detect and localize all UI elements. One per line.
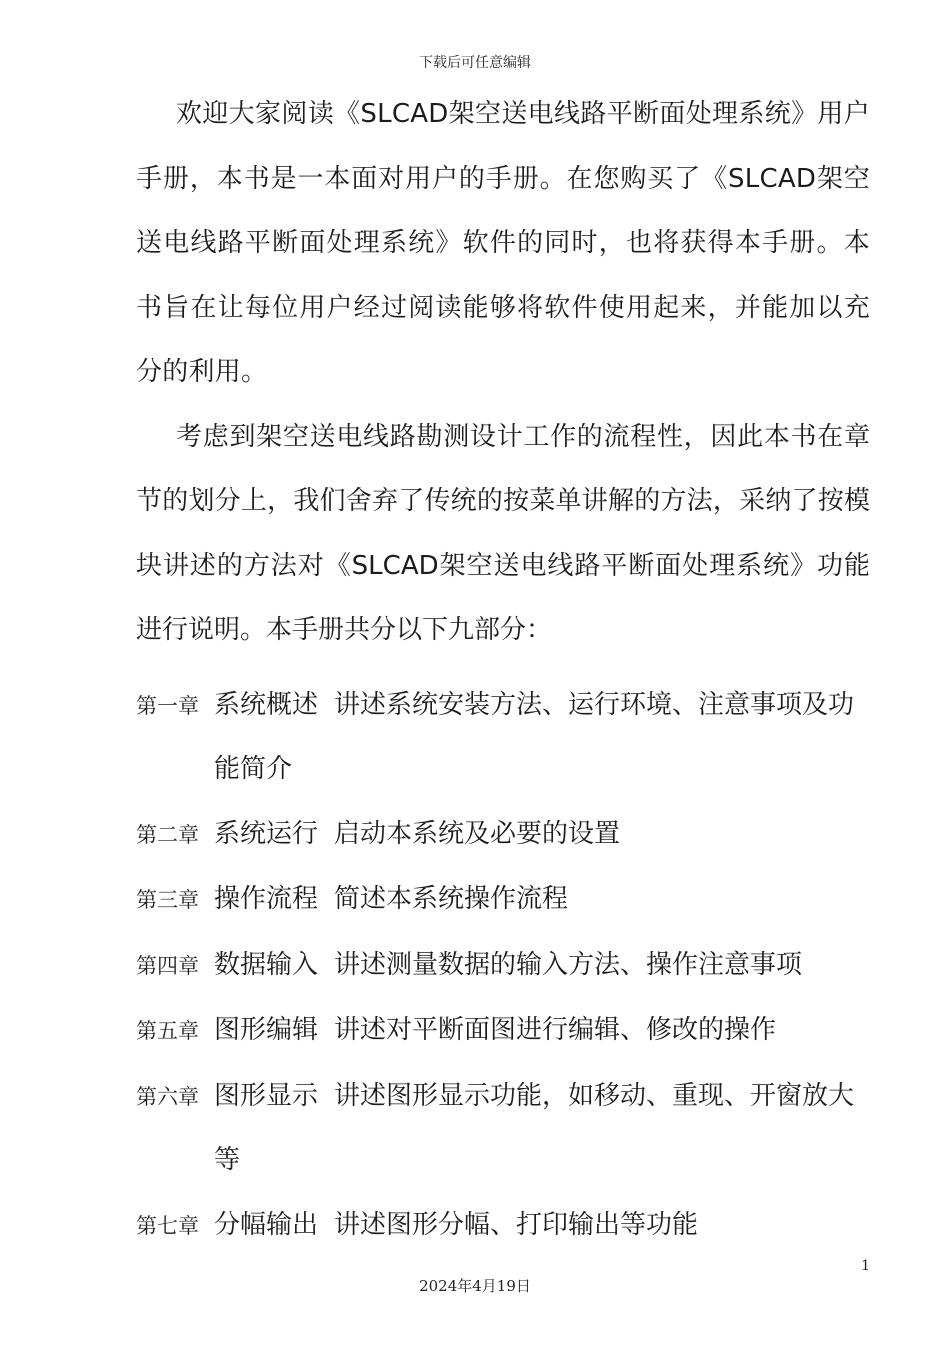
chapter-description: 讲述系统安装方法、运行环境、注意事项及功能简介: [214, 689, 855, 784]
chapter-number: 第四章: [136, 953, 199, 978]
chapter-description: 简述本系统操作流程: [334, 884, 569, 914]
chapter-title: 操作流程: [214, 884, 319, 914]
chapter-title: 图形显示: [214, 1080, 319, 1111]
intro-paragraph: 欢迎大家阅读《SLCAD架空送电线路平断面处理系统》用户手册，本书是一本面对用户的手册。在您购买了《SLCAD架空送电线路平断面处理系统》软件的同时，也将获得本手册。本书旨在让每位用户经过阅读能够将软件使用起来，并能加以充分的利用。: [136, 99, 870, 387]
chapter-title: 数据输入: [214, 949, 319, 980]
chapter-title: 图形编辑: [214, 1015, 319, 1045]
chapter-item: [136, 802, 870, 868]
footer-date: 2024年4月19日: [419, 1277, 531, 1295]
chapter-title: 分幅输出: [214, 1209, 319, 1240]
structure-paragraph: 考虑到架空送电线路勘测设计工作的流程性，因此本书在章节的划分上，我们舍弃了传统的按菜单讲解的方法，采纳了按模块讲述的方法对《SLCAD架空送电线路平断面处理系统》功能进行说明。本手册共分以下九部分：: [136, 421, 870, 645]
chapter-item: [136, 1064, 870, 1193]
chapter-number: 第一章: [136, 693, 199, 718]
chapter-description: 启动本系统及必要的设置: [334, 818, 621, 849]
chapter-description: 讲述测量数据的输入方法、操作注意事项: [334, 949, 803, 980]
chapter-title: 系统概述: [214, 689, 319, 720]
chapter-number: 第三章: [136, 888, 199, 912]
chapter-number: 第二章: [136, 822, 199, 847]
chapter-list: [136, 673, 870, 1259]
chapter-description: 讲述图形分幅、打印输出等功能: [334, 1209, 699, 1240]
chapter-item: [136, 867, 870, 933]
chapter-item: [136, 998, 870, 1064]
page-number: 1: [861, 1258, 870, 1274]
chapter-description: 讲述图形显示功能，如移动、重现、开窗放大等: [214, 1080, 855, 1175]
chapter-item: [136, 673, 870, 802]
document-body: [136, 82, 870, 1258]
chapter-number: 第五章: [136, 1019, 199, 1043]
chapter-item: [136, 933, 870, 999]
chapter-number: 第七章: [136, 1213, 199, 1238]
chapter-description: 讲述对平断面图进行编辑、修改的操作: [334, 1015, 777, 1045]
chapter-title: 系统运行: [214, 818, 319, 849]
chapter-number: 第六章: [136, 1084, 199, 1109]
chapter-item: [136, 1193, 870, 1259]
page-header: 下载后可任意编辑: [419, 55, 531, 71]
